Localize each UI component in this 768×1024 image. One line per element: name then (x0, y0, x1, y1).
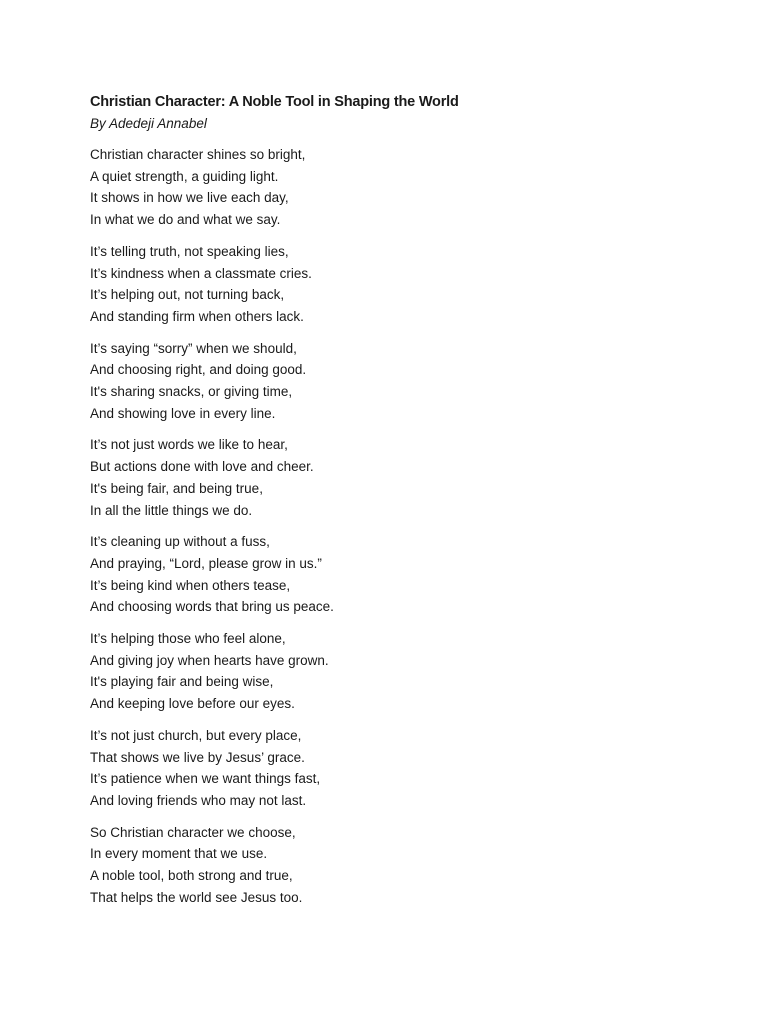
poem-line: And giving joy when hearts have grown. (90, 652, 329, 668)
poem-stanza (90, 144, 690, 231)
poem-stanza (90, 338, 690, 425)
poem-line: That shows we live by Jesus’ grace. (90, 749, 305, 765)
poem-line: It's sharing snacks, or giving time, (90, 384, 293, 400)
poem-title: Christian Character: A Noble Tool in Shaping the World (90, 94, 459, 110)
poem-line: It’s helping those who feel alone, (90, 631, 286, 647)
poem-author: By Adedeji Annabel (90, 116, 207, 131)
poem-line: It’s telling truth, not speaking lies, (90, 243, 289, 259)
poem-line: In every moment that we use. (90, 846, 268, 862)
poem-line: It’s saying “sorry” when we should, (90, 340, 297, 356)
poem-line: And showing love in every line. (90, 405, 276, 421)
poem-line: In all the little things we do. (90, 502, 253, 518)
poem-stanza (90, 531, 690, 618)
poem-line: But actions done with love and cheer. (90, 459, 314, 475)
poem-body (90, 144, 690, 909)
poem-stanza (90, 822, 690, 909)
poem-line: And choosing right, and doing good. (90, 362, 307, 378)
poem-line: It’s not just church, but every place, (90, 727, 302, 743)
poem-stanza (90, 628, 690, 715)
poem-line: In what we do and what we say. (90, 212, 281, 228)
poem-line: It’s being kind when others tease, (90, 577, 291, 593)
poem-line: It’s not just words we like to hear, (90, 437, 288, 453)
document-page (90, 92, 690, 919)
poem-line: It's being fair, and being true, (90, 480, 263, 496)
poem-line: It’s patience when we want things fast, (90, 771, 321, 787)
poem-line: And standing firm when others lack. (90, 308, 304, 324)
poem-line: That helps the world see Jesus too. (90, 889, 303, 905)
poem-stanza (90, 725, 690, 812)
poem-line: And choosing words that bring us peace. (90, 599, 334, 615)
poem-line: And praying, “Lord, please grow in us.” (90, 555, 322, 571)
poem-line: It’s helping out, not turning back, (90, 287, 285, 303)
poem-line: And keeping love before our eyes. (90, 696, 295, 712)
poem-line: So Christian character we choose, (90, 824, 296, 840)
poem-line: It shows in how we live each day, (90, 190, 289, 206)
poem-line: Christian character shines so bright, (90, 147, 306, 162)
poem-line: It’s kindness when a classmate cries. (90, 265, 312, 281)
poem-line: It’s cleaning up without a fuss, (90, 534, 270, 550)
poem-line: And loving friends who may not last. (90, 792, 307, 808)
poem-stanza (90, 434, 690, 521)
poem-line: A quiet strength, a guiding light. (90, 168, 279, 184)
poem-stanza (90, 241, 690, 328)
poem-line: A noble tool, both strong and true, (90, 868, 293, 884)
poem-line: It's playing fair and being wise, (90, 674, 274, 690)
